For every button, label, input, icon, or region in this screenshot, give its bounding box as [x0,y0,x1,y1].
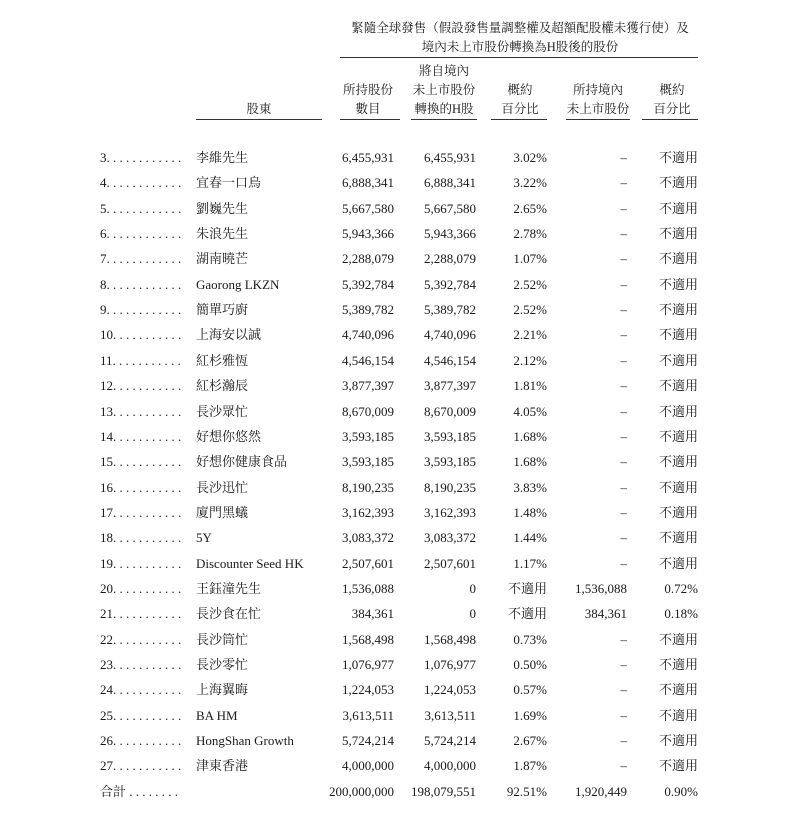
row-number: 11. . . . . . . . . . . [100,353,181,368]
approx-percentage: 0.73% [513,632,547,647]
shares-held: 1,076,977 [342,657,394,672]
h-shares-converted: 1,224,053 [424,682,476,697]
table-row [0,226,804,251]
approx-percentage: 1.07% [513,251,547,266]
unlisted-percentage: 不適用 [658,251,698,266]
approx-percentage: 2.52% [513,277,547,292]
row-number: 4. . . . . . . . . . . . [100,175,182,190]
table-row [0,404,804,429]
unlisted-shares-held: – [620,327,627,342]
shareholder-name: BA HM [196,708,238,723]
approx-percentage: 2.12% [513,353,547,368]
row-number: 7. . . . . . . . . . . . [100,251,182,266]
shareholder-name: 好想你健康食品 [196,454,288,469]
shares-held: 5,943,366 [342,226,394,241]
approx-percentage: 3.83% [513,480,547,495]
table-row [0,353,804,378]
approx-percentage: 2.65% [513,201,547,216]
shareholder-name: 劉巍先生 [196,201,249,216]
shareholder-name: 上海翼晦 [196,682,249,697]
approx-percentage: 1.69% [513,708,547,723]
unlisted-shares-held: – [620,277,627,292]
unlisted-percentage: 不適用 [658,733,698,748]
unlisted-shares-held: – [620,175,627,190]
table-row [0,733,804,758]
h-shares-converted: 5,389,782 [424,302,476,317]
unlisted-percentage: 0.72% [664,581,698,596]
shareholder-name: 5Y [196,530,212,545]
h-shares-converted: 3,593,185 [424,429,476,444]
row-number: 16. . . . . . . . . . . [100,480,182,495]
header-unlisted-line-1: 所持境內 [572,83,623,97]
group-title-rule [340,57,698,58]
header-shareholder-rule [196,119,322,120]
approx-percentage: 1.87% [513,758,547,773]
table-row [0,708,804,733]
unlisted-shares-held: – [620,556,627,571]
h-shares-converted: 2,507,601 [424,556,476,571]
row-number: 合計 . . . . . . . . [100,784,179,799]
shareholder-name: 簡單巧廚 [196,302,249,317]
h-shares-converted: 8,190,235 [424,480,476,495]
header-pct-rule [491,119,547,120]
row-number: 12. . . . . . . . . . . [100,378,182,393]
table-row [0,251,804,276]
row-number: 9. . . . . . . . . . . . [100,302,182,317]
header-pct2-line-2: 百分比 [653,102,691,116]
h-shares-converted: 3,593,185 [424,454,476,469]
row-number: 22. . . . . . . . . . . [100,632,182,647]
header-h-line-1: 將自境內 [418,64,469,78]
h-shares-converted: 198,079,551 [411,784,476,799]
h-shares-converted: 5,943,366 [424,226,476,241]
shareholder-name: 朱浪先生 [196,226,249,241]
unlisted-percentage: 不適用 [658,226,698,241]
h-shares-converted: 1,568,498 [424,632,476,647]
unlisted-percentage: 不適用 [658,175,698,190]
header-unlisted-rule [566,119,630,120]
row-number: 8. . . . . . . . . . . . [100,277,182,292]
shareholder-name: 宜春一口烏 [196,175,262,190]
approx-percentage: 1.68% [513,454,547,469]
table-row [0,530,804,555]
shareholder-name: 王鈺潼先生 [196,581,262,596]
unlisted-shares-held: – [620,454,627,469]
approx-percentage: 1.68% [513,429,547,444]
unlisted-shares-held: – [620,201,627,216]
h-shares-converted: 3,162,393 [424,505,476,520]
approx-percentage: 1.48% [513,505,547,520]
h-shares-converted: 0 [469,606,476,621]
shareholder-name: Discounter Seed HK [196,556,304,571]
row-number: 23. . . . . . . . . . . [100,657,182,672]
row-number: 24. . . . . . . . . . . [100,682,182,697]
table-row [0,277,804,302]
unlisted-percentage: 不適用 [658,277,698,292]
unlisted-percentage: 不適用 [658,404,698,419]
unlisted-percentage: 不適用 [658,505,698,520]
shares-held: 6,455,931 [342,150,394,165]
shareholder-name: 李維先生 [196,150,249,165]
row-number: 26. . . . . . . . . . . [100,733,182,748]
approx-percentage: 2.21% [513,327,547,342]
row-number: 13. . . . . . . . . . . [100,404,182,419]
table-row [0,682,804,707]
unlisted-percentage: 不適用 [658,429,698,444]
table-row [0,758,804,783]
unlisted-shares-held: 1,536,088 [575,581,627,596]
h-shares-converted: 5,667,580 [424,201,476,216]
h-shares-converted: 6,888,341 [424,175,476,190]
table-row [0,201,804,226]
shares-held: 5,724,214 [342,733,394,748]
approx-percentage: 1.17% [513,556,547,571]
table-row [0,302,804,327]
shares-held: 1,568,498 [342,632,394,647]
row-number: 21. . . . . . . . . . . [100,606,182,621]
unlisted-percentage: 不適用 [658,302,698,317]
shareholder-name: 廈門黑蟻 [196,505,249,520]
table-row [0,150,804,175]
h-shares-converted: 3,613,511 [424,708,476,723]
shareholder-name: 津東香港 [196,758,249,773]
row-number: 17. . . . . . . . . . . [100,505,182,520]
approx-percentage: 2.78% [513,226,547,241]
unlisted-percentage: 不適用 [658,378,698,393]
shares-held: 384,361 [351,606,394,621]
unlisted-percentage: 不適用 [658,201,698,216]
shares-held: 200,000,000 [329,784,394,799]
approx-percentage: 1.44% [513,530,547,545]
shareholder-name: 上海安以誠 [196,327,262,342]
shares-held: 3,593,185 [342,454,394,469]
table-row [0,505,804,530]
header-h-line-3: 轉換的H股 [414,102,474,116]
shareholder-name: 長沙食在忙 [196,606,262,621]
row-number: 18. . . . . . . . . . . [100,530,182,545]
table-row [0,454,804,479]
header-shareholder: 股東 [246,102,272,116]
shareholder-name: HongShan Growth [196,733,294,748]
h-shares-converted: 4,546,154 [424,353,476,368]
shares-held: 4,546,154 [342,353,394,368]
group-title-line-1: 緊隨全球發售（假設發售量調整權及超額配股權未獲行使）及 [351,21,689,35]
shares-held: 4,000,000 [342,758,394,773]
row-number: 14. . . . . . . . . . . [100,429,182,444]
shareholder-name: 紅杉瀚辰 [196,378,249,393]
unlisted-percentage: 不適用 [658,530,698,545]
table-row [0,429,804,454]
approx-percentage: 0.57% [513,682,547,697]
h-shares-converted: 4,740,096 [424,327,476,342]
row-number: 27. . . . . . . . . . . [100,758,182,773]
unlisted-shares-held: – [620,657,627,672]
unlisted-percentage: 不適用 [658,682,698,697]
table-row [0,378,804,403]
approx-percentage: 2.67% [513,733,547,748]
row-number: 25. . . . . . . . . . . [100,708,182,723]
row-number: 3. . . . . . . . . . . . [100,150,182,165]
shares-held: 5,389,782 [342,302,394,317]
h-shares-converted: 6,455,931 [424,150,476,165]
table-row [0,327,804,352]
h-shares-converted: 1,076,977 [424,657,476,672]
h-shares-converted: 2,288,079 [424,251,476,266]
unlisted-shares-held: 1,920,449 [575,784,627,799]
unlisted-percentage: 不適用 [658,480,698,495]
header-pct2-line-1: 概約 [659,83,685,97]
header-pct-line-2: 百分比 [501,102,539,116]
h-shares-converted: 5,392,784 [424,277,476,292]
unlisted-shares-held: – [620,708,627,723]
shares-held: 2,507,601 [342,556,394,571]
shares-held: 2,288,079 [342,251,394,266]
shares-held: 3,162,393 [342,505,394,520]
shares-held: 3,613,511 [342,708,394,723]
shareholder-name: 好想你悠然 [196,429,262,444]
header-shares-rule [340,119,400,120]
unlisted-shares-held: – [620,632,627,647]
unlisted-shares-held: – [620,353,627,368]
shares-held: 6,888,341 [342,175,394,190]
shareholder-name: Gaorong LKZN [196,277,280,292]
approx-percentage: 不適用 [507,606,547,621]
shares-held: 3,877,397 [342,378,394,393]
unlisted-percentage: 不適用 [658,353,698,368]
shares-held: 5,667,580 [342,201,394,216]
table-row [0,480,804,505]
table-row [0,556,804,581]
group-title-line-2: 境內未上市股份轉換為H股後的股份 [421,40,619,54]
shares-held: 1,224,053 [342,682,394,697]
shares-held: 4,740,096 [342,327,394,342]
shareholder-name: 紅杉雅恆 [196,353,249,368]
unlisted-shares-held: – [620,404,627,419]
shares-held: 8,670,009 [342,404,394,419]
unlisted-shares-held: – [620,150,627,165]
h-shares-converted: 0 [469,581,476,596]
unlisted-percentage: 不適用 [658,708,698,723]
unlisted-percentage: 0.18% [664,606,698,621]
row-number: 15. . . . . . . . . . . [100,454,182,469]
shareholder-name: 長沙筒忙 [196,632,249,647]
header-h-line-2: 未上市股份 [412,83,476,97]
approx-percentage: 1.81% [513,378,547,393]
h-shares-converted: 4,000,000 [424,758,476,773]
unlisted-percentage: 不適用 [658,556,698,571]
unlisted-shares-held: – [620,505,627,520]
unlisted-shares-held: – [620,378,627,393]
shareholder-name: 湖南曉芒 [196,251,249,266]
table-row [0,657,804,682]
row-number: 19. . . . . . . . . . . [100,556,182,571]
header-shares-line-2: 數目 [355,102,381,116]
shareholder-name: 長沙迅忙 [196,480,249,495]
header-h-rule [411,119,477,120]
row-number: 20. . . . . . . . . . . [100,581,182,596]
header-pct-line-1: 概約 [507,83,533,97]
total-row [0,784,804,809]
unlisted-shares-held: – [620,251,627,266]
unlisted-shares-held: – [620,429,627,444]
shares-held: 3,593,185 [342,429,394,444]
shareholder-name: 長沙零忙 [196,657,249,672]
approx-percentage: 3.02% [513,150,547,165]
header-pct2-rule [642,119,698,120]
unlisted-percentage: 0.90% [664,784,698,799]
unlisted-percentage: 不適用 [658,150,698,165]
row-number: 6. . . . . . . . . . . . [100,226,182,241]
h-shares-converted: 3,083,372 [424,530,476,545]
unlisted-percentage: 不適用 [658,657,698,672]
shares-held: 1,536,088 [342,581,394,596]
table-row [0,581,804,606]
unlisted-shares-held: – [620,758,627,773]
unlisted-percentage: 不適用 [658,454,698,469]
approx-percentage: 2.52% [513,302,547,317]
unlisted-shares-held: – [620,530,627,545]
shares-held: 5,392,784 [342,277,394,292]
shares-held: 3,083,372 [342,530,394,545]
header-unlisted-line-2: 未上市股份 [566,102,630,116]
row-number: 10. . . . . . . . . . . [100,327,182,342]
unlisted-shares-held: – [620,302,627,317]
h-shares-converted: 8,670,009 [424,404,476,419]
unlisted-shares-held: – [620,226,627,241]
approx-percentage: 0.50% [513,657,547,672]
unlisted-percentage: 不適用 [658,632,698,647]
approx-percentage: 3.22% [513,175,547,190]
unlisted-shares-held: – [620,733,627,748]
row-number: 5. . . . . . . . . . . . [100,201,182,216]
h-shares-converted: 5,724,214 [424,733,476,748]
unlisted-percentage: 不適用 [658,758,698,773]
unlisted-percentage: 不適用 [658,327,698,342]
header-shares-line-1: 所持股份 [342,83,393,97]
table-row [0,632,804,657]
unlisted-shares-held: – [620,480,627,495]
shares-held: 8,190,235 [342,480,394,495]
unlisted-shares-held: 384,361 [584,606,627,621]
h-shares-converted: 3,877,397 [424,378,476,393]
table-row [0,175,804,200]
approx-percentage: 92.51% [506,784,547,799]
approx-percentage: 4.05% [513,404,547,419]
unlisted-shares-held: – [620,682,627,697]
approx-percentage: 不適用 [507,581,547,596]
table-row [0,606,804,631]
shareholder-name: 長沙眾忙 [196,404,249,419]
